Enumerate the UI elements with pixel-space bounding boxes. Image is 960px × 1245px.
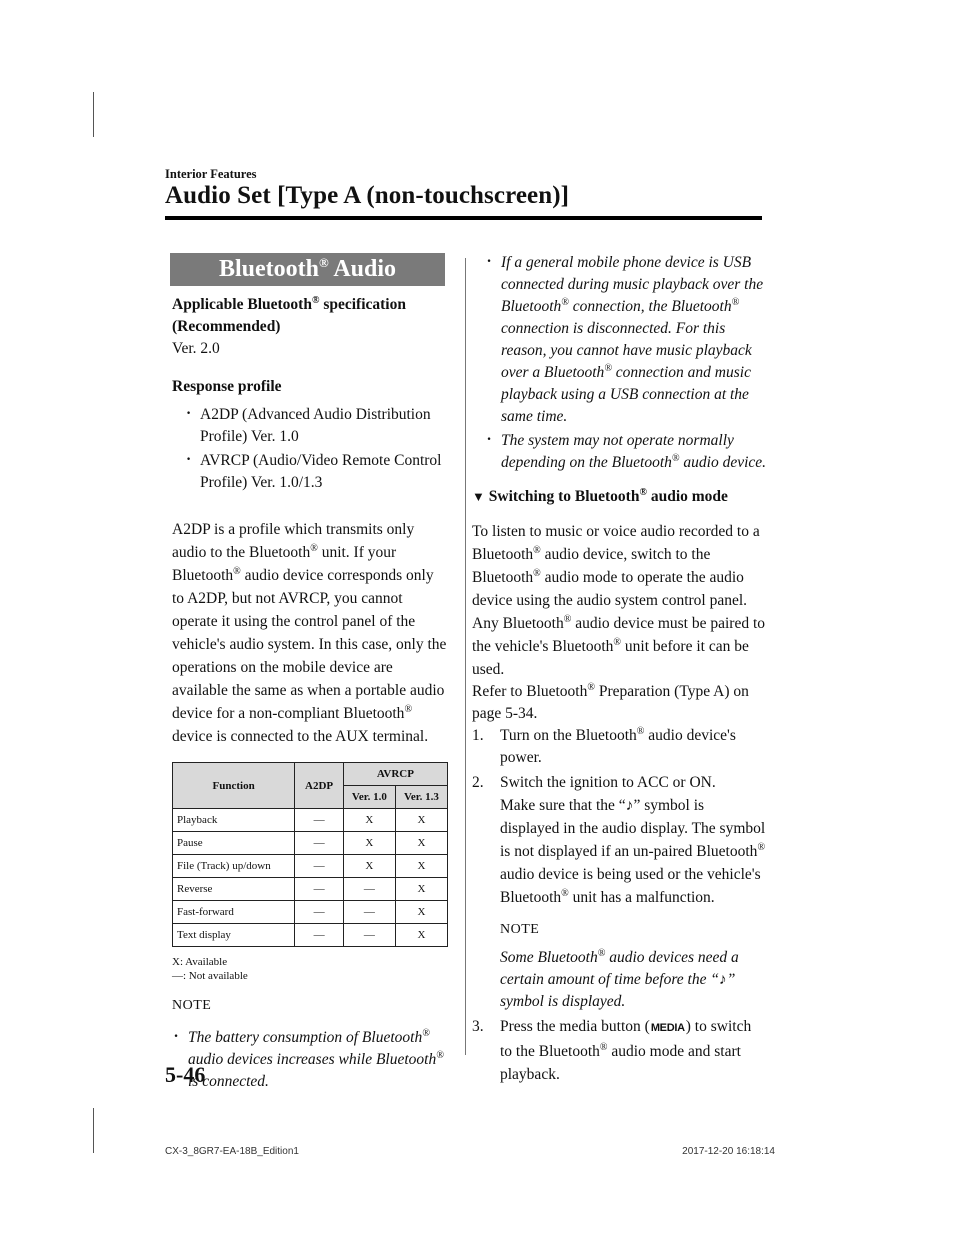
legend-available: X: Available xyxy=(172,956,228,968)
col-function: Function xyxy=(173,763,295,809)
banner-text: Bluetooth xyxy=(218,256,319,282)
step-1: 1. Turn on the Bluetooth® audio device's power. xyxy=(472,725,736,766)
step-3: 3. Press the media button (MEDIA) to switch to the Bluetooth® audio mode and start playback. xyxy=(472,1018,752,1083)
col-ver13: Ver. 1.3 xyxy=(395,786,447,809)
function-table xyxy=(172,762,448,947)
caution-item: · If a general mobile phone device is USB connected during music playback over the Bluetooth® connection, the Bluetooth® connection is disconnected. For this reason, you cannot have music playback over a Bluetooth® connection and music playback using a USB connection at the same time. xyxy=(487,252,767,428)
col-a2dp: A2DP xyxy=(295,763,344,809)
profile-heading: Response profile xyxy=(172,378,282,395)
note-label: NOTE xyxy=(172,998,212,1013)
right-column xyxy=(472,252,767,1086)
col-avrcp: AVRCP xyxy=(343,763,447,786)
caution-item: · The system may not operate normally depending on the Bluetooth® audio device. xyxy=(487,430,767,474)
table-row: Fast-forward — — X xyxy=(173,901,448,924)
legend-not-available: —: Not available xyxy=(172,970,248,982)
music-note-icon: ♪ xyxy=(718,971,727,988)
print-timestamp: 2017-12-20 16:18:14 xyxy=(682,1146,775,1157)
left-column xyxy=(172,294,448,1093)
note-label: NOTE xyxy=(500,922,540,937)
banner-text-end: Audio xyxy=(328,256,397,282)
title-rule xyxy=(165,216,762,220)
music-note-icon: ♪ xyxy=(625,797,634,814)
note-item: · The battery consumption of Bluetooth® audio devices increases while Bluetooth® is connected. xyxy=(174,1027,448,1093)
column-divider xyxy=(465,258,466,1055)
page-title: Audio Set [Type A (non-touchscreen)] xyxy=(165,182,570,209)
profile-item: · A2DP (Advanced Audio Distribution Profile) Ver. 1.0 xyxy=(186,404,448,448)
table-row: Reverse — — X xyxy=(173,878,448,901)
table-row: Playback — X X xyxy=(173,809,448,832)
note-text: Some Bluetooth® audio devices need a certain amount of time before the “♪” symbol is displayed. xyxy=(500,947,739,1010)
media-button-icon: MEDIA xyxy=(650,1022,685,1034)
col-ver10: Ver. 1.0 xyxy=(343,786,395,809)
crop-mark-bottom xyxy=(93,1108,94,1153)
table-row: Text display — — X xyxy=(173,924,448,947)
table-row: Pause — X X xyxy=(173,832,448,855)
intro-paragraph: To listen to music or voice audio recorded to a Bluetooth® audio device, switch to the Bluetooth® audio mode to operate the audio device using the audio system control panel. Any Bluetooth® audio device must be paired to the vehicle's Bluetooth® unit before it can be used. xyxy=(472,523,766,678)
a2dp-paragraph: A2DP is a profile which transmits only audio to the Bluetooth® unit. If your Bluetooth® audio device corresponds only to A2DP, but not AVRCP, you cannot operate it using the control panel of the vehicle's audio system. In this case, only the operations on the mobile device are available the same as when a portable audio device for a non-compliant Bluetooth® device is connected to the AUX terminal. xyxy=(172,521,447,745)
subsection-heading: ▼ Switching to Bluetooth® audio mode xyxy=(472,486,728,505)
crop-mark-top xyxy=(93,92,94,137)
registered-mark: ® xyxy=(318,255,329,270)
section-label: Interior Features xyxy=(165,167,257,181)
document-id: CX-3_8GR7-EA-18B_Edition1 xyxy=(165,1146,299,1157)
page-number: 5-46 xyxy=(165,1062,206,1087)
section-banner xyxy=(170,253,445,286)
spec-version: Ver. 2.0 xyxy=(172,340,220,357)
spec-heading: Applicable Bluetooth® specification (Recommended) xyxy=(172,294,406,335)
reference-text: Refer to Bluetooth® Preparation (Type A) on page 5-34. xyxy=(472,681,749,722)
triangle-icon: ▼ xyxy=(472,489,485,504)
profile-item: · AVRCP (Audio/Video Remote Control Profile) Ver. 1.0/1.3 xyxy=(186,450,448,494)
step-2: 2. Switch the ignition to ACC or ON. Make sure that the “♪” symbol is displayed in the audio display. The symbol is not displayed if an un-paired Bluetooth® audio device is being used or the vehicle's Bluetooth® unit has a malfunction. xyxy=(472,774,766,906)
table-row: File (Track) up/down — X X xyxy=(173,855,448,878)
